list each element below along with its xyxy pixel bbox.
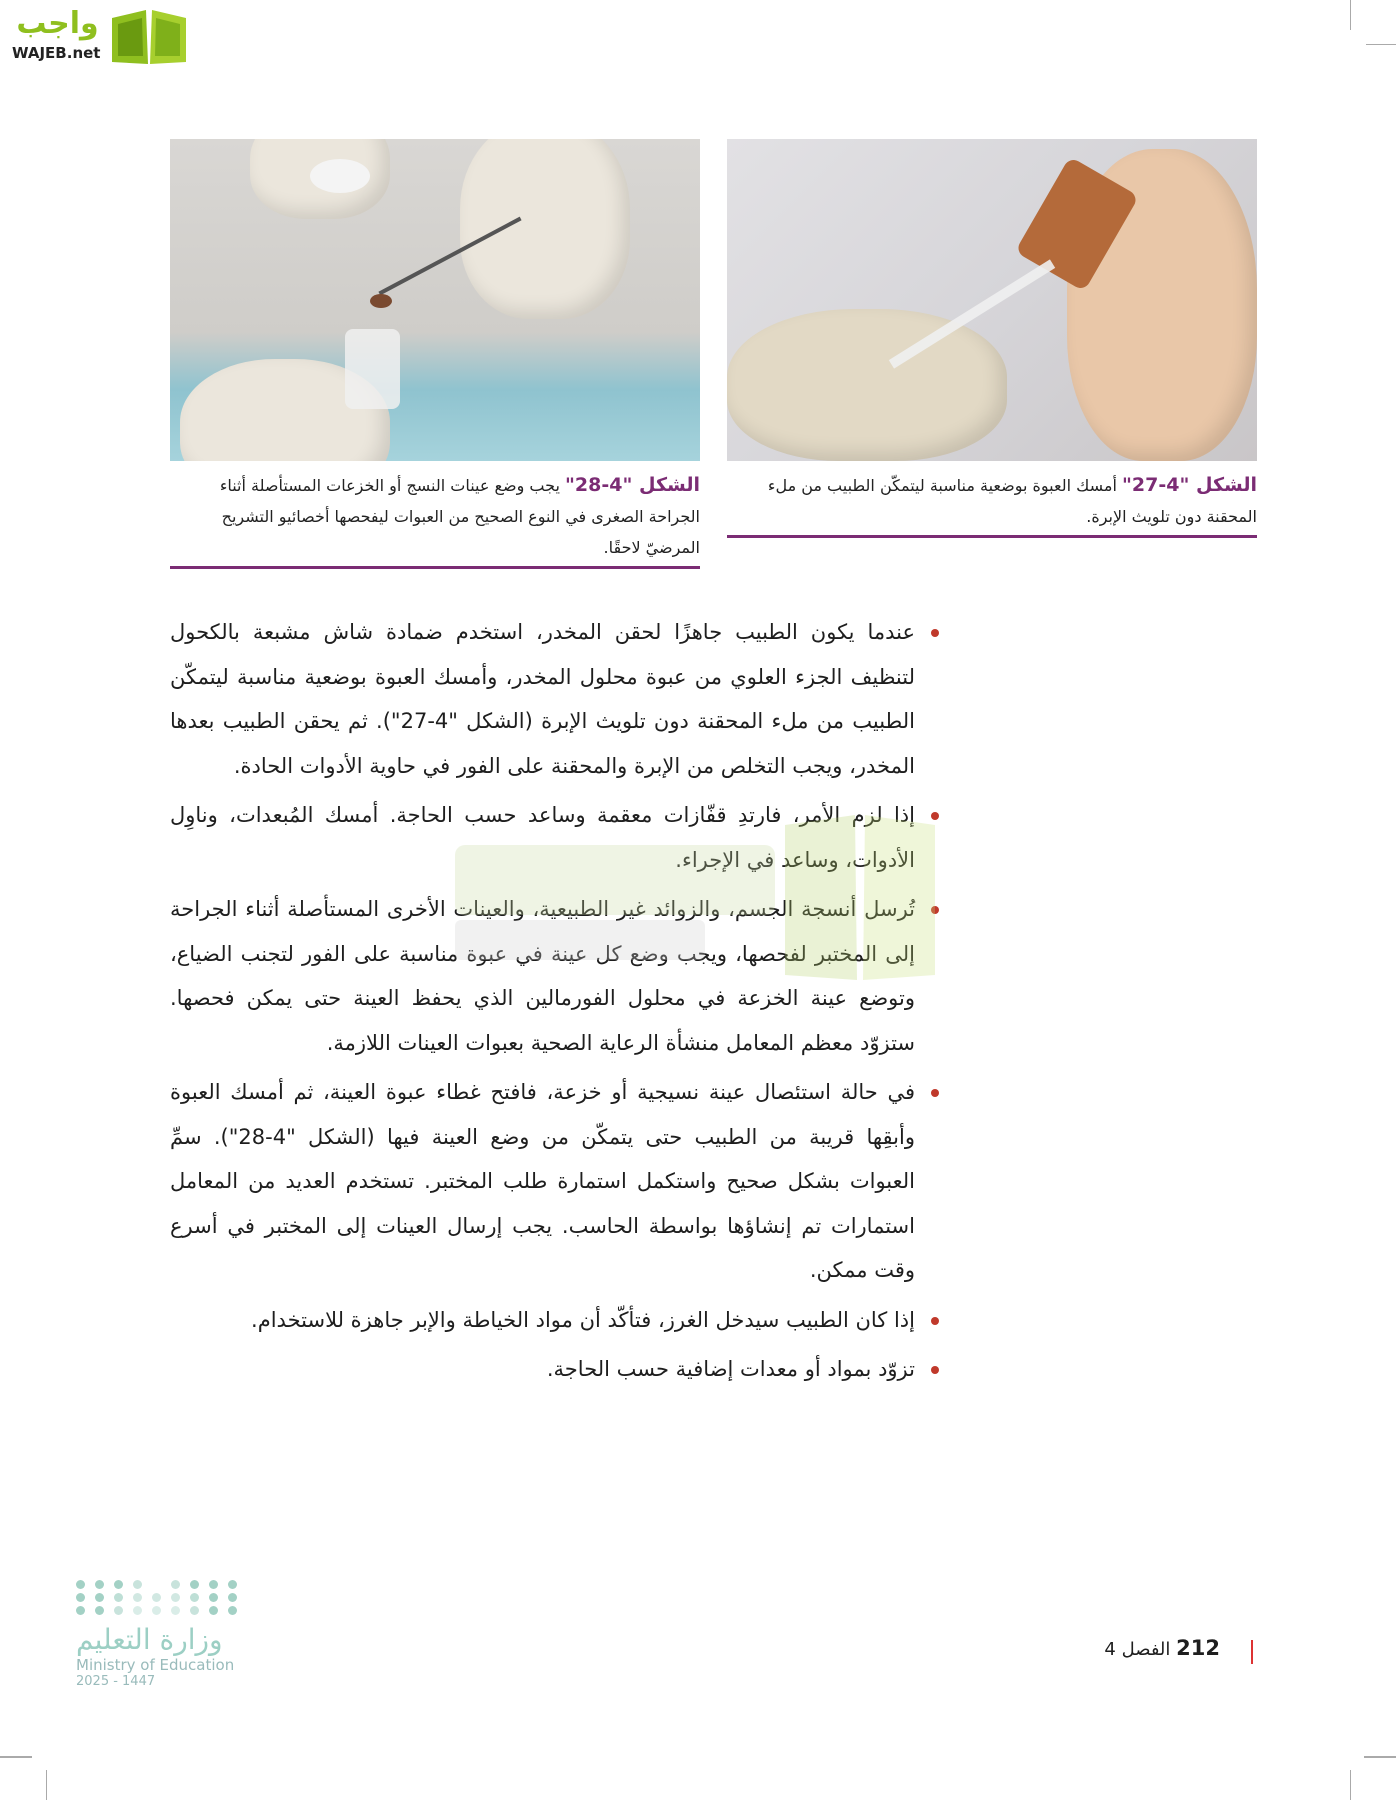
caption-divider: [170, 566, 700, 569]
page-number-divider: [1251, 1640, 1253, 1664]
list-item: تزوّد بمواد أو معدات إضافية حسب الحاجة.: [170, 1347, 915, 1392]
crop-mark: [1364, 1756, 1396, 1758]
crop-mark: [1350, 1770, 1351, 1800]
ministry-arabic: وزارة التعليم: [76, 1623, 223, 1656]
figure-4-27-caption: [727, 470, 1257, 532]
ministry-english: Ministry of Education: [76, 1656, 235, 1674]
list-item: إذا كان الطبيب سيدخل الغرز، فتأكّد أن مواد الخياطة والإبر جاهزة للاستخدام.: [170, 1298, 915, 1343]
specimen-lid: [310, 159, 370, 193]
figure-4-27-photo: [727, 139, 1257, 461]
caption-text: يجب وضع عينات النسج أو الخزعات المستأصلة أثناء الجراحة الصغرى في النوع الصحيح من العبوات ليفحصها أخصائيو التشريح المرضيّ لاحقًا.: [219, 476, 700, 557]
crop-mark: [1366, 44, 1396, 45]
list-item: تُرسل أنسجة الجسم، والزوائد غير الطبيعية، والعينات الأخرى المستأصلة أثناء الجراحة إلى المختبر لفحصها، ويجب وضع كل عينة في عبوة مناسبة على الفور لتجنب الضياع، وتوضع عينة الخزعة في محلول الفورمالين الذي يحفظ العينة حتى يمكن فحصها. ستزوّد معظم المعامل منشأة الرعاية الصحية بعبوات العينات اللازمة.: [170, 887, 915, 1065]
crop-mark: [0, 1756, 32, 1758]
page-number: 212: [1176, 1636, 1220, 1660]
body-bullet-list: [170, 610, 915, 1397]
logo-arabic: واجب: [16, 6, 99, 41]
glove-hand: [727, 309, 1007, 461]
chapter-label: الفصل 4: [1104, 1639, 1171, 1660]
ministry-year: 2025 - 1447: [76, 1674, 156, 1689]
book-icon: [108, 6, 190, 66]
tissue-sample: [370, 294, 392, 308]
figure-label: الشكل "4-27": [1122, 474, 1257, 496]
list-item: في حالة استئصال عينة نسيجية أو خزعة، فافتح غطاء عبوة العينة، ثم أمسك العبوة وأبقِها قريبة من الطبيب حتى يتمكّن من وضع العينة فيها (الشكل "4-28"). سمِّ العبوات بشكل صحيح واستكمل استمارة طلب المختبر. تستخدم العديد من المعامل استمارات تم إنشاؤها بواسطة الحاسب. يجب إرسال العينات إلى المختبر في أسرع وقت ممكن.: [170, 1070, 915, 1293]
specimen-container: [345, 329, 400, 409]
figure-label: الشكل "4-28": [565, 474, 700, 496]
glove-hand: [460, 139, 630, 319]
crop-mark: [1350, 0, 1351, 30]
page-footer: [1080, 1636, 1220, 1660]
list-item: إذا لزم الأمر، فارتدِ قفّازات معقمة وساعد حسب الحاجة. أمسك المُبعدات، وناوِل الأدوات، وساعد في الإجراء.: [170, 793, 915, 882]
list-item: عندما يكون الطبيب جاهزًا لحقن المخدر، استخدم ضمادة شاش مشبعة بالكحول لتنظيف الجزء العلوي من عبوة محلول المخدر، وأمسك العبوة بوضعية مناسبة ليتمكّن الطبيب من ملء المحقنة دون تلويث الإبرة (الشكل "4-27"). ثم يحقن الطبيب بعدها المخدر، ويجب التخلص من الإبرة والمحقنة على الفور في حاوية الأدوات الحادة.: [170, 610, 915, 788]
crop-mark: [46, 1770, 47, 1800]
figure-4-28-caption: [170, 470, 700, 563]
caption-divider: [727, 535, 1257, 538]
logo-latin: WAJEB.net: [12, 44, 101, 62]
wajeb-logo: [10, 6, 190, 66]
ministry-of-education-logo: [76, 1580, 251, 1689]
ministry-dots-emblem: [76, 1580, 251, 1615]
caption-text: أمسك العبوة بوضعية مناسبة ليتمكّن الطبيب من ملء المحقنة دون تلويث الإبرة.: [767, 476, 1257, 526]
figure-4-28-photo: [170, 139, 700, 461]
